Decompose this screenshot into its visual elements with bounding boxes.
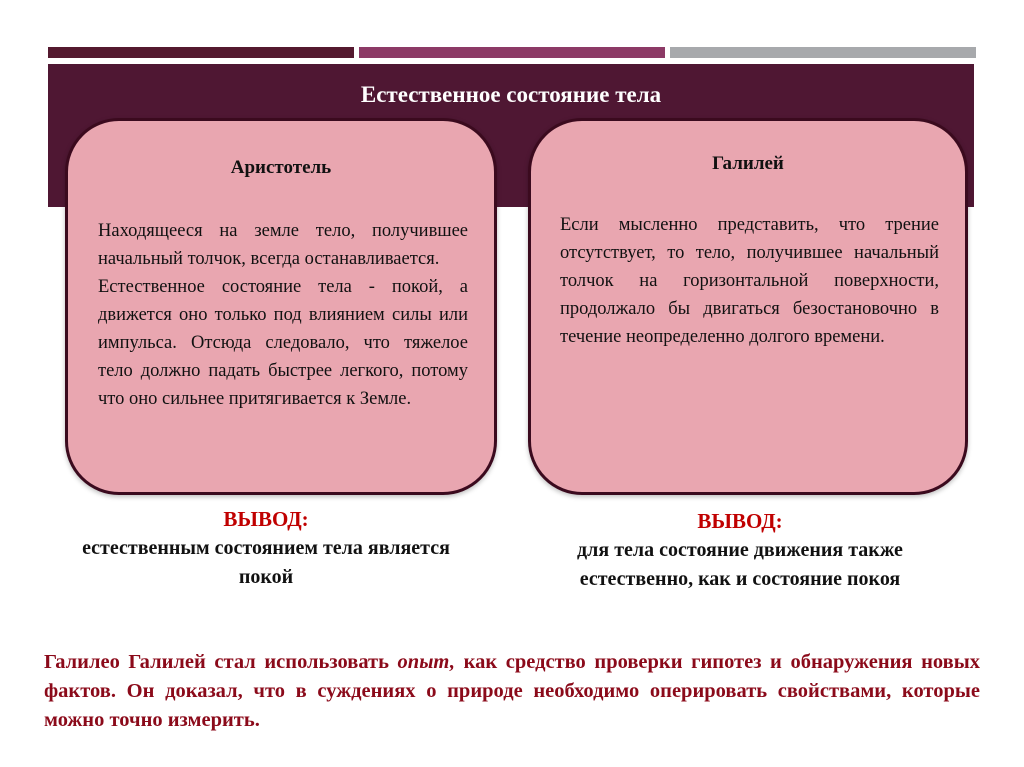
conclusion-text: естественным состоянием тела является покой <box>82 537 450 588</box>
conclusion-label: ВЫВОД: <box>223 507 309 531</box>
aristotle-card <box>65 118 497 495</box>
aristotle-text <box>98 217 468 413</box>
slide-title: Естественное состояние тела <box>360 82 662 107</box>
aristotle-heading: Аристотель <box>230 157 332 178</box>
decor-bar-right <box>670 47 976 58</box>
aristotle-paragraph-1: Находящееся на земле тело, получившее начальный толчок, всегда останавливается. <box>98 221 468 269</box>
footer-emphasis: опыт, <box>397 651 456 673</box>
galileo-conclusion <box>560 507 920 594</box>
conclusion-label: ВЫВОД: <box>697 509 783 533</box>
conclusion-text: для тела состояние движения также естественно, как и состояние покоя <box>577 539 903 590</box>
aristotle-paragraph-2: Естественное состояние тела - покой, а движется оно только под влиянием силы или импульса. Отсюда следовало, что тяжелое тело должно падать быстрее легкого, потому что оно сильнее притягивается к Земле. <box>98 277 468 409</box>
galileo-heading: Галилей <box>712 153 784 174</box>
footer-statement <box>44 648 980 735</box>
footer-text-start: Галилео Галилей стал использовать <box>44 651 398 673</box>
galileo-text <box>560 211 939 351</box>
footer-text-end: как средство проверки гипотез и обнаружения новых фактов. Он доказал, что в суждениях о природе необходимо оперировать свойствами, которые можно точно измерить. <box>44 651 980 731</box>
decor-bar-left <box>48 47 354 58</box>
galileo-card <box>528 118 968 495</box>
galileo-paragraph: Если мысленно представить, что трение отсутствует, то тело, получившее начальный толчок на горизонтальной поверхности, продолжало бы двигаться безостановочно в течение неопределенно долгого времени. <box>560 215 939 347</box>
decor-bar-middle <box>359 47 665 58</box>
aristotle-conclusion <box>70 505 462 592</box>
